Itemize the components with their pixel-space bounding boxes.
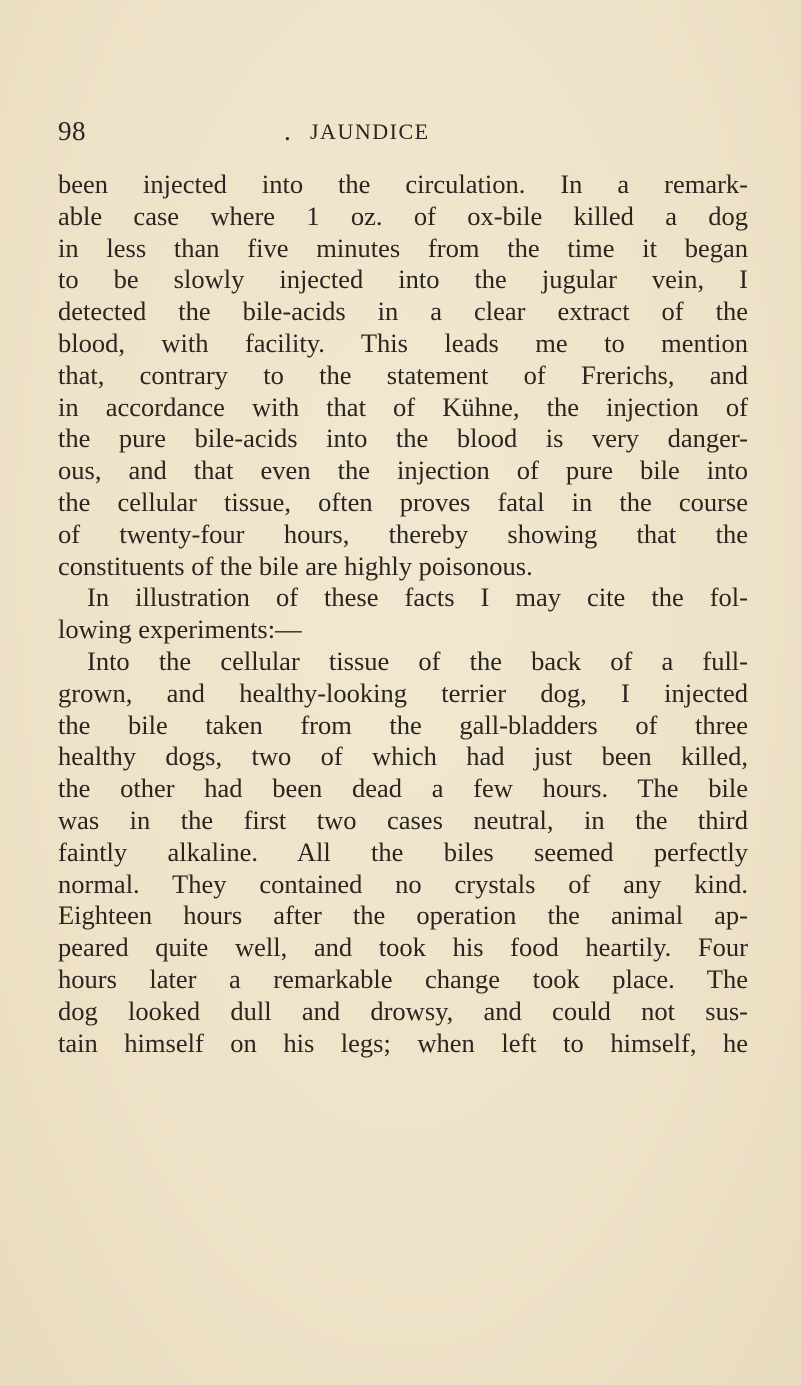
text-line: grown, and healthy-looking terrier dog, I injected xyxy=(58,677,748,708)
text-line: peared quite well, and took his food heartily. Four xyxy=(58,932,748,963)
text-line: in less than five minutes from the time it began xyxy=(58,232,748,263)
text-line: tain himself on his legs; when left to himself, he xyxy=(58,1027,748,1058)
text-line: dog looked dull and drowsy, and could not sus- xyxy=(58,995,748,1026)
text-line: constituents of the bile are highly poisonous. xyxy=(58,550,533,581)
text-line: detected the bile-acids in a clear extract of the xyxy=(58,296,748,327)
text-line: was in the first two cases neutral, in the third xyxy=(58,804,748,835)
text-line: ous, and that even the injection of pure bile into xyxy=(58,455,748,486)
text-line: the cellular tissue, often proves fatal in the course xyxy=(58,486,748,517)
text-line: in accordance with that of Kühne, the injection of xyxy=(58,391,748,422)
text-line: In illustration of these facts I may cite the fol- xyxy=(87,582,748,613)
page-number: 98 xyxy=(58,116,86,146)
text-line: that, contrary to the statement of Frerichs, and xyxy=(58,359,748,390)
text-line: the other had been dead a few hours. The bile xyxy=(58,773,748,804)
text-line: the bile taken from the gall-bladders of three xyxy=(58,709,748,740)
text-line: Into the cellular tissue of the back of a full- xyxy=(87,645,748,676)
text-line: been injected into the circulation. In a remark- xyxy=(58,169,748,199)
text-line: faintly alkaline. All the biles seemed perfectly xyxy=(58,836,748,867)
text-line: normal. They contained no crystals of any kind. xyxy=(58,868,748,899)
text-line: of twenty-four hours, thereby showing that the xyxy=(58,518,748,549)
header-separator: . xyxy=(284,116,291,146)
text-line: to be slowly injected into the jugular vein, I xyxy=(58,264,748,295)
text-line: healthy dogs, two of which had just been killed, xyxy=(58,741,748,772)
text-line: Eighteen hours after the operation the animal ap- xyxy=(58,900,748,931)
text-line: hours later a remarkable change took place. The xyxy=(58,963,748,994)
running-head xyxy=(58,116,778,156)
text-line: blood, with facility. This leads me to mention xyxy=(58,327,748,358)
text-line: the pure bile-acids into the blood is very danger- xyxy=(58,423,748,454)
text-line: lowing experiments:— xyxy=(58,614,302,645)
running-title: JAUNDICE xyxy=(310,119,430,144)
body-text xyxy=(58,169,748,1059)
text-line: able case where 1 oz. of ox-bile killed a dog xyxy=(58,200,748,231)
